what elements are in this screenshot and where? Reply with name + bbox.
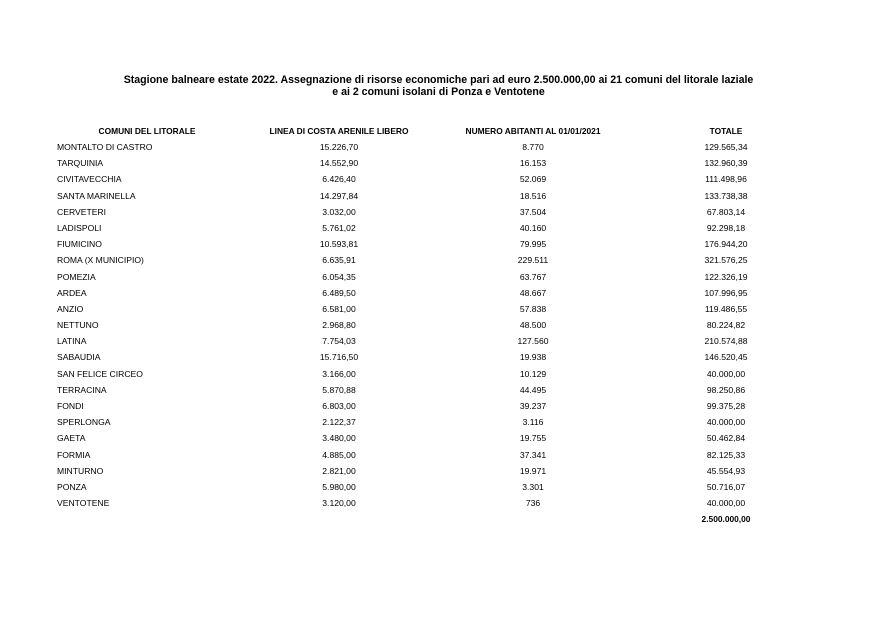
linea-costa-value: 7.754,03 [322,336,356,347]
table-row [0,415,877,431]
comune-name: TERRACINA [57,384,107,395]
table-row [0,189,877,205]
linea-costa-value: 15.716,50 [319,352,359,363]
title-line-1: Stagione balneare estate 2022. Assegnazione di risorse economiche pari ad euro 2.500.000,00 ai 21 comuni del litorale laziale [123,74,754,86]
comune-name: GAETA [57,433,86,444]
linea-costa-value: 3.480,00 [322,433,356,444]
linea-costa-value: 10.593,81 [319,239,359,250]
header-abitanti: NUMERO ABITANTI AL 01/01/2021 [465,126,601,136]
table-row [0,302,877,318]
abitanti-value: 40.160 [519,222,547,233]
abitanti-value: 19.938 [519,352,547,363]
table-row [0,318,877,334]
totale-value: 210.574,88 [704,336,748,347]
table-row [0,448,877,464]
table-row [0,221,877,237]
totale-value: 40.000,00 [706,498,746,509]
linea-costa-value: 3.032,00 [322,206,356,217]
totale-value: 82.125,33 [706,449,746,460]
abitanti-value: 37.341 [519,449,547,460]
totale-value: 40.000,00 [706,368,746,379]
linea-costa-value: 2.122,37 [322,417,356,428]
linea-costa-value: 6.426,40 [322,174,356,185]
comune-name: CERVETERI [57,206,107,217]
totale-value: 146.520,45 [704,352,748,363]
totale-value: 133.738,38 [704,190,748,201]
totale-value: 50.716,07 [706,481,746,492]
table-body [0,140,877,512]
totale-value: 99.375,28 [706,401,746,411]
table-row [0,237,877,253]
linea-costa-value: 6.489,50 [322,287,356,298]
abitanti-value: 19.755 [519,433,547,444]
comune-name: PONZA [57,481,87,492]
table-row [0,205,877,221]
comune-name: LADISPOLI [57,222,102,233]
linea-costa-value: 14.552,90 [319,158,359,169]
totale-value: 67.803,14 [706,206,746,217]
table-row [0,496,877,512]
table-row [0,156,877,172]
comune-name: MONTALTO DI CASTRO [57,142,153,152]
comune-name: TARQUINIA [57,158,104,169]
table-row [0,172,877,188]
comune-name: SPERLONGA [57,417,111,428]
table-row [0,399,877,415]
totale-value: 98.250,86 [706,384,746,395]
table-row [0,350,877,366]
totale-value: 321.576,25 [704,255,748,266]
totale-value: 40.000,00 [706,417,746,428]
abitanti-value: 16.153 [519,158,547,169]
linea-costa-value: 5.980,00 [322,481,356,492]
linea-costa-value: 6.581,00 [322,303,356,314]
totale-value: 176.944,20 [704,239,748,250]
totale-value: 132.960,39 [704,158,748,169]
totale-value: 129.565,34 [704,142,748,152]
table-row [0,464,877,480]
abitanti-value: 3.301 [522,481,544,492]
abitanti-value: 48.500 [519,320,547,331]
totale-value: 92.298,18 [706,222,746,233]
header-totale: TOTALE [709,126,743,136]
totale-value: 80.224,82 [706,320,746,331]
table-row [0,431,877,447]
abitanti-value: 18.516 [519,190,547,201]
linea-costa-value: 2.821,00 [322,465,356,476]
linea-costa-value: 4.885,00 [322,449,356,460]
comune-name: FIUMICINO [57,239,102,250]
comune-name: FONDI [57,401,84,411]
table-row [0,253,877,269]
abitanti-value: 8.770 [522,142,544,152]
totale-value: 45.554,93 [706,465,746,476]
abitanti-value: 57.838 [519,303,547,314]
abitanti-value: 39.237 [519,401,547,411]
linea-costa-value: 3.166,00 [322,368,356,379]
document-title [0,74,877,98]
comune-name: ARDEA [57,287,87,298]
abitanti-value: 127.560 [517,336,549,347]
abitanti-value: 3.116 [522,417,544,428]
totale-value: 119.486,55 [704,303,748,314]
abitanti-value: 19.971 [519,465,547,476]
linea-costa-value: 15.226,70 [319,142,359,152]
linea-costa-value: 14.297,84 [319,190,359,201]
comune-name: SANTA MARINELLA [57,190,136,201]
comune-name: FORMIA [57,449,91,460]
abitanti-value: 229.511 [517,255,549,266]
comune-name: ANZIO [57,303,84,314]
comune-name: CIVITAVECCHIA [57,174,122,185]
comune-name: SABAUDIA [57,352,101,363]
comune-name: LATINA [57,336,87,347]
comune-name: MINTURNO [57,465,104,476]
comune-name: SAN FELICE CIRCEO [57,368,143,379]
linea-costa-value: 6.054,35 [322,271,356,282]
header-linea-costa: LINEA DI COSTA ARENILE LIBERO [269,126,409,136]
table-row [0,286,877,302]
linea-costa-value: 5.870,88 [322,384,356,395]
table-row [0,140,877,156]
comune-name: POMEZIA [57,271,96,282]
totale-value: 107.996,95 [704,287,748,298]
linea-costa-value: 3.120,00 [322,498,356,509]
abitanti-value: 736 [525,498,541,509]
comune-name: NETTUNO [57,320,99,331]
header-comuni: COMUNI DEL LITORALE [98,126,196,136]
totale-value: 111.498,96 [705,174,747,185]
linea-costa-value: 6.803,00 [322,401,356,411]
comune-name: VENTOTENE [57,498,110,509]
linea-costa-value: 5.761,02 [322,222,356,233]
abitanti-value: 10.129 [519,368,547,379]
totale-value: 122.326,19 [704,271,748,282]
abitanti-value: 52.069 [519,174,547,185]
linea-costa-value: 6.635,91 [322,255,356,266]
linea-costa-value: 2.968,80 [322,320,356,331]
table-row [0,367,877,383]
table-row [0,480,877,496]
table-row [0,270,877,286]
table-row [0,383,877,399]
table-row [0,334,877,350]
grand-total: 2.500.000,00 [701,514,751,524]
abitanti-value: 63.767 [519,271,547,282]
title-line-2: e ai 2 comuni isolani di Ponza e Ventotene [332,86,545,98]
abitanti-value: 79.995 [519,239,547,250]
abitanti-value: 48.667 [519,287,547,298]
abitanti-value: 37.504 [519,206,547,217]
abitanti-value: 44.495 [519,384,547,395]
totale-value: 50.462,84 [706,433,746,444]
comune-name: ROMA (X MUNICIPIO) [57,255,144,266]
